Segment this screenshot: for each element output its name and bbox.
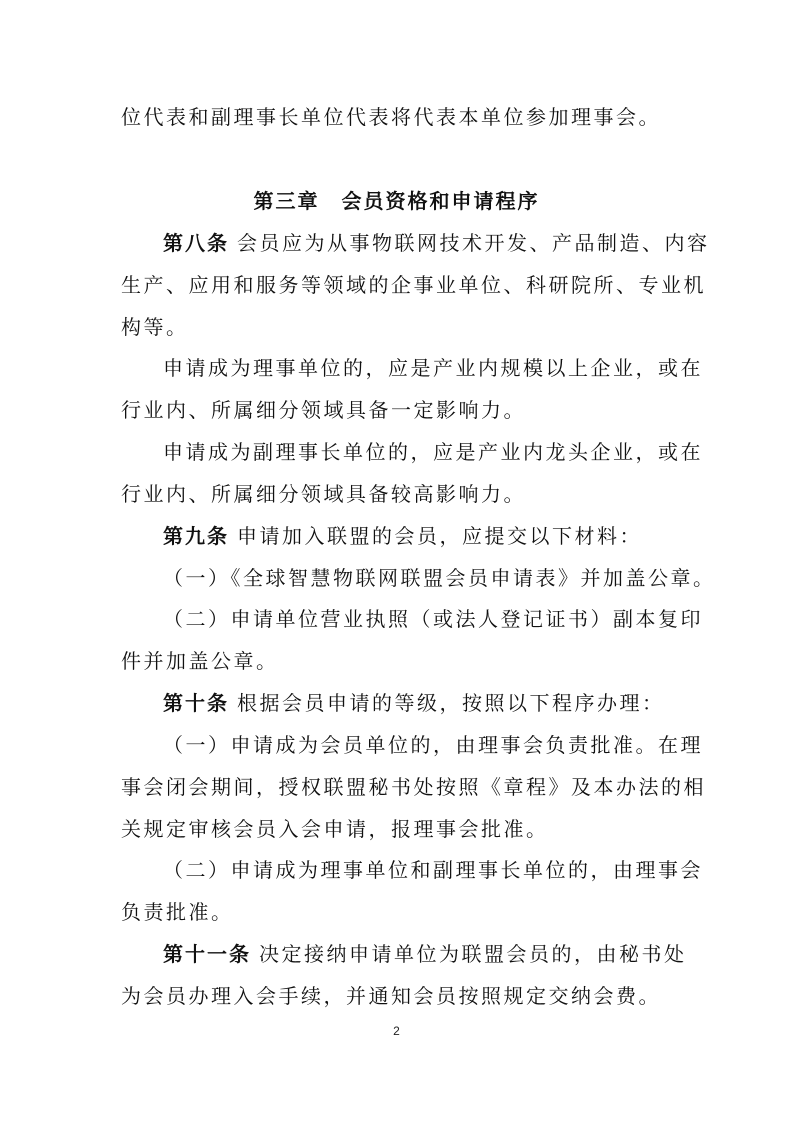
article10-text1: 根据会员申请的等级，按照以下程序办理：	[237, 691, 665, 715]
article8-line3: 构等。	[121, 315, 189, 339]
article9-item2-line1: （二）申请单位营业执照（或法人登记证书）副本复印	[163, 607, 703, 631]
article11-line2: 为会员办理入会手续，并通知会员按照规定交纳会费。	[121, 984, 661, 1008]
article8-label: 第八条	[163, 231, 229, 255]
article10-item2-line2: 负责批准。	[121, 900, 234, 924]
article11-label: 第十一条	[163, 942, 251, 966]
article9-label: 第九条	[163, 524, 229, 548]
article9-item1: （一）《全球智慧物联网联盟会员申请表》并加盖公章。	[163, 566, 716, 590]
page-number: 2	[393, 1024, 400, 1038]
article9-text1: 申请加入联盟的会员，应提交以下材料：	[237, 524, 642, 548]
article9-item2-line2: 件并加盖公章。	[121, 649, 279, 673]
article10-item1-line2: 事会闭会期间，授权联盟秘书处按照《章程》及本办法的相	[121, 775, 706, 799]
article10-line1	[121, 690, 673, 716]
article10-label: 第十条	[163, 691, 229, 715]
chapter-title: 第三章 会员资格和申请程序	[253, 189, 540, 213]
article10-item1-line1: （一）申请成为会员单位的，由理事会负责批准。在理	[163, 733, 703, 757]
article8-line1	[121, 230, 710, 256]
article11-text1: 决定接纳申请单位为联盟会员的，由秘书处	[259, 942, 687, 966]
intro-line: 位代表和副理事长单位代表将代表本单位参加理事会。	[121, 105, 661, 129]
article8-para2-line1: 申请成为理事单位的，应是产业内规模以上企业，或在	[163, 356, 703, 380]
article8-text1: 会员应为从事物联网技术开发、产品制造、内容	[237, 231, 710, 255]
article11-line1	[121, 941, 687, 967]
article8-para2-line2: 行业内、所属细分领域具备一定影响力。	[121, 398, 526, 422]
article9-line1	[121, 523, 673, 549]
article8-para3-line1: 申请成为副理事长单位的，应是产业内龙头企业，或在	[163, 440, 703, 464]
article8-line2: 生产、应用和服务等领域的企事业单位、科研院所、专业机	[121, 273, 706, 297]
article8-para3-line2: 行业内、所属细分领域具备较高影响力。	[121, 482, 526, 506]
article10-item2-line1: （二）申请成为理事单位和副理事长单位的，由理事会	[163, 858, 703, 882]
article10-item1-line3: 关规定审核会员入会申请，报理事会批准。	[121, 817, 549, 841]
